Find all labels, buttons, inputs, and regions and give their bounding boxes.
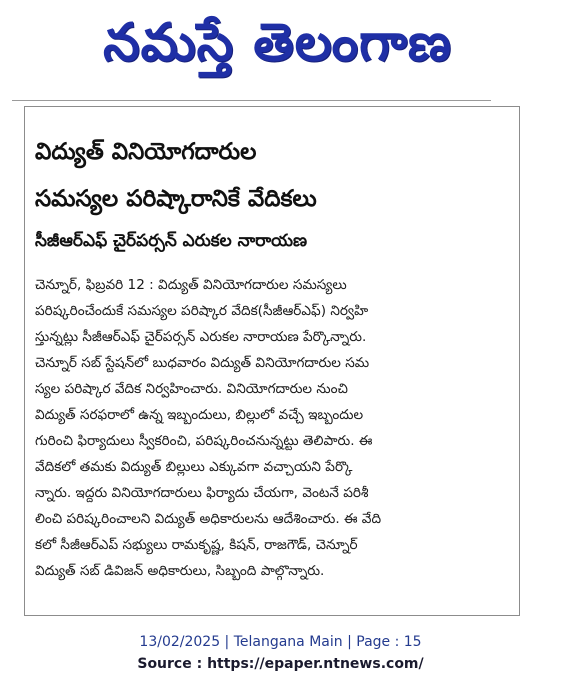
subheadline: సీజీఆర్ఎఫ్ చైర్‌పర్సన్ ఎరుకల నారాయణ — [35, 231, 308, 251]
body-line: స్తున్నట్లు సీజీఆర్ఎఫ్ చైర్‌పర్సన్ ఎరుకల నారాయణ పేర్కొన్నారు. — [35, 329, 367, 345]
body-line: వేదికలో తమకు విద్యుత్ బిల్లులు ఎక్కువగా వచ్చాయని పేర్కొ — [35, 459, 353, 475]
body-line: విద్యుత్ సబ్ డివిజన్ అధికారులు, సిబ్బంది పాల్గొన్నారు. — [35, 563, 325, 579]
masthead-logo — [75, 6, 480, 80]
body-line: పరిష్కరించేందుకే సమస్యల పరిష్కార వేదిక(సీజీఆర్ఎఫ్) నిర్వహి — [35, 303, 369, 319]
source-link[interactable]: Source : https://epaper.ntnews.com/ — [137, 656, 424, 672]
body-line: చెన్నూర్, ఫిబ్రవరి 12 : విద్యుత్ వినియోగదారుల సమస్యలు — [35, 277, 347, 293]
body-line: చెన్నూర్ సబ్ స్టేషన్‌లో బుధవారం విద్యుత్ వినియోగదారుల సమ — [35, 355, 370, 371]
headline-line-1: విద్యుత్ వినియోగదారుల — [35, 139, 257, 165]
article-box — [24, 106, 520, 616]
edition-info: 13/02/2025 | Telangana Main | Page : 15 — [139, 634, 422, 650]
masthead-divider — [12, 100, 491, 101]
body-line: కలో సీజీఆర్ఎప్ సభ్యులు రామకృష్ణ, కిషన్, రాజగౌడ్, చెన్నూర్ — [35, 537, 358, 553]
masthead-title: నమస్తే తెలంగాణ — [103, 13, 452, 73]
body-line: గురించి ఫిర్యాదులు స్వీకరించి, పరిష్కరించనున్నట్టు తెలిపారు. ఈ — [35, 433, 373, 449]
body-line: స్యల పరిష్కార వేదిక నిర్వహించారు. వినియోగదారుల నుంచి — [35, 381, 348, 397]
headline-line-2: సమస్యల పరిష్కారానికే వేదికలు — [35, 186, 317, 212]
body-line: న్నారు. ఇద్దరు వినియోగదారులు ఫిర్యాదు చేయగా, వెంటనే పరిశీ — [35, 485, 369, 501]
body-line: లించి పరిష్కరించాలని విద్యుత్ అధికారులను ఆదేశించారు. ఈ వేది — [35, 511, 382, 527]
body-line: విద్యుత్ సరఫరాలో ఉన్న ఇబ్బందులు, బిల్లులో వచ్చే ఇబ్బందుల — [35, 407, 364, 423]
